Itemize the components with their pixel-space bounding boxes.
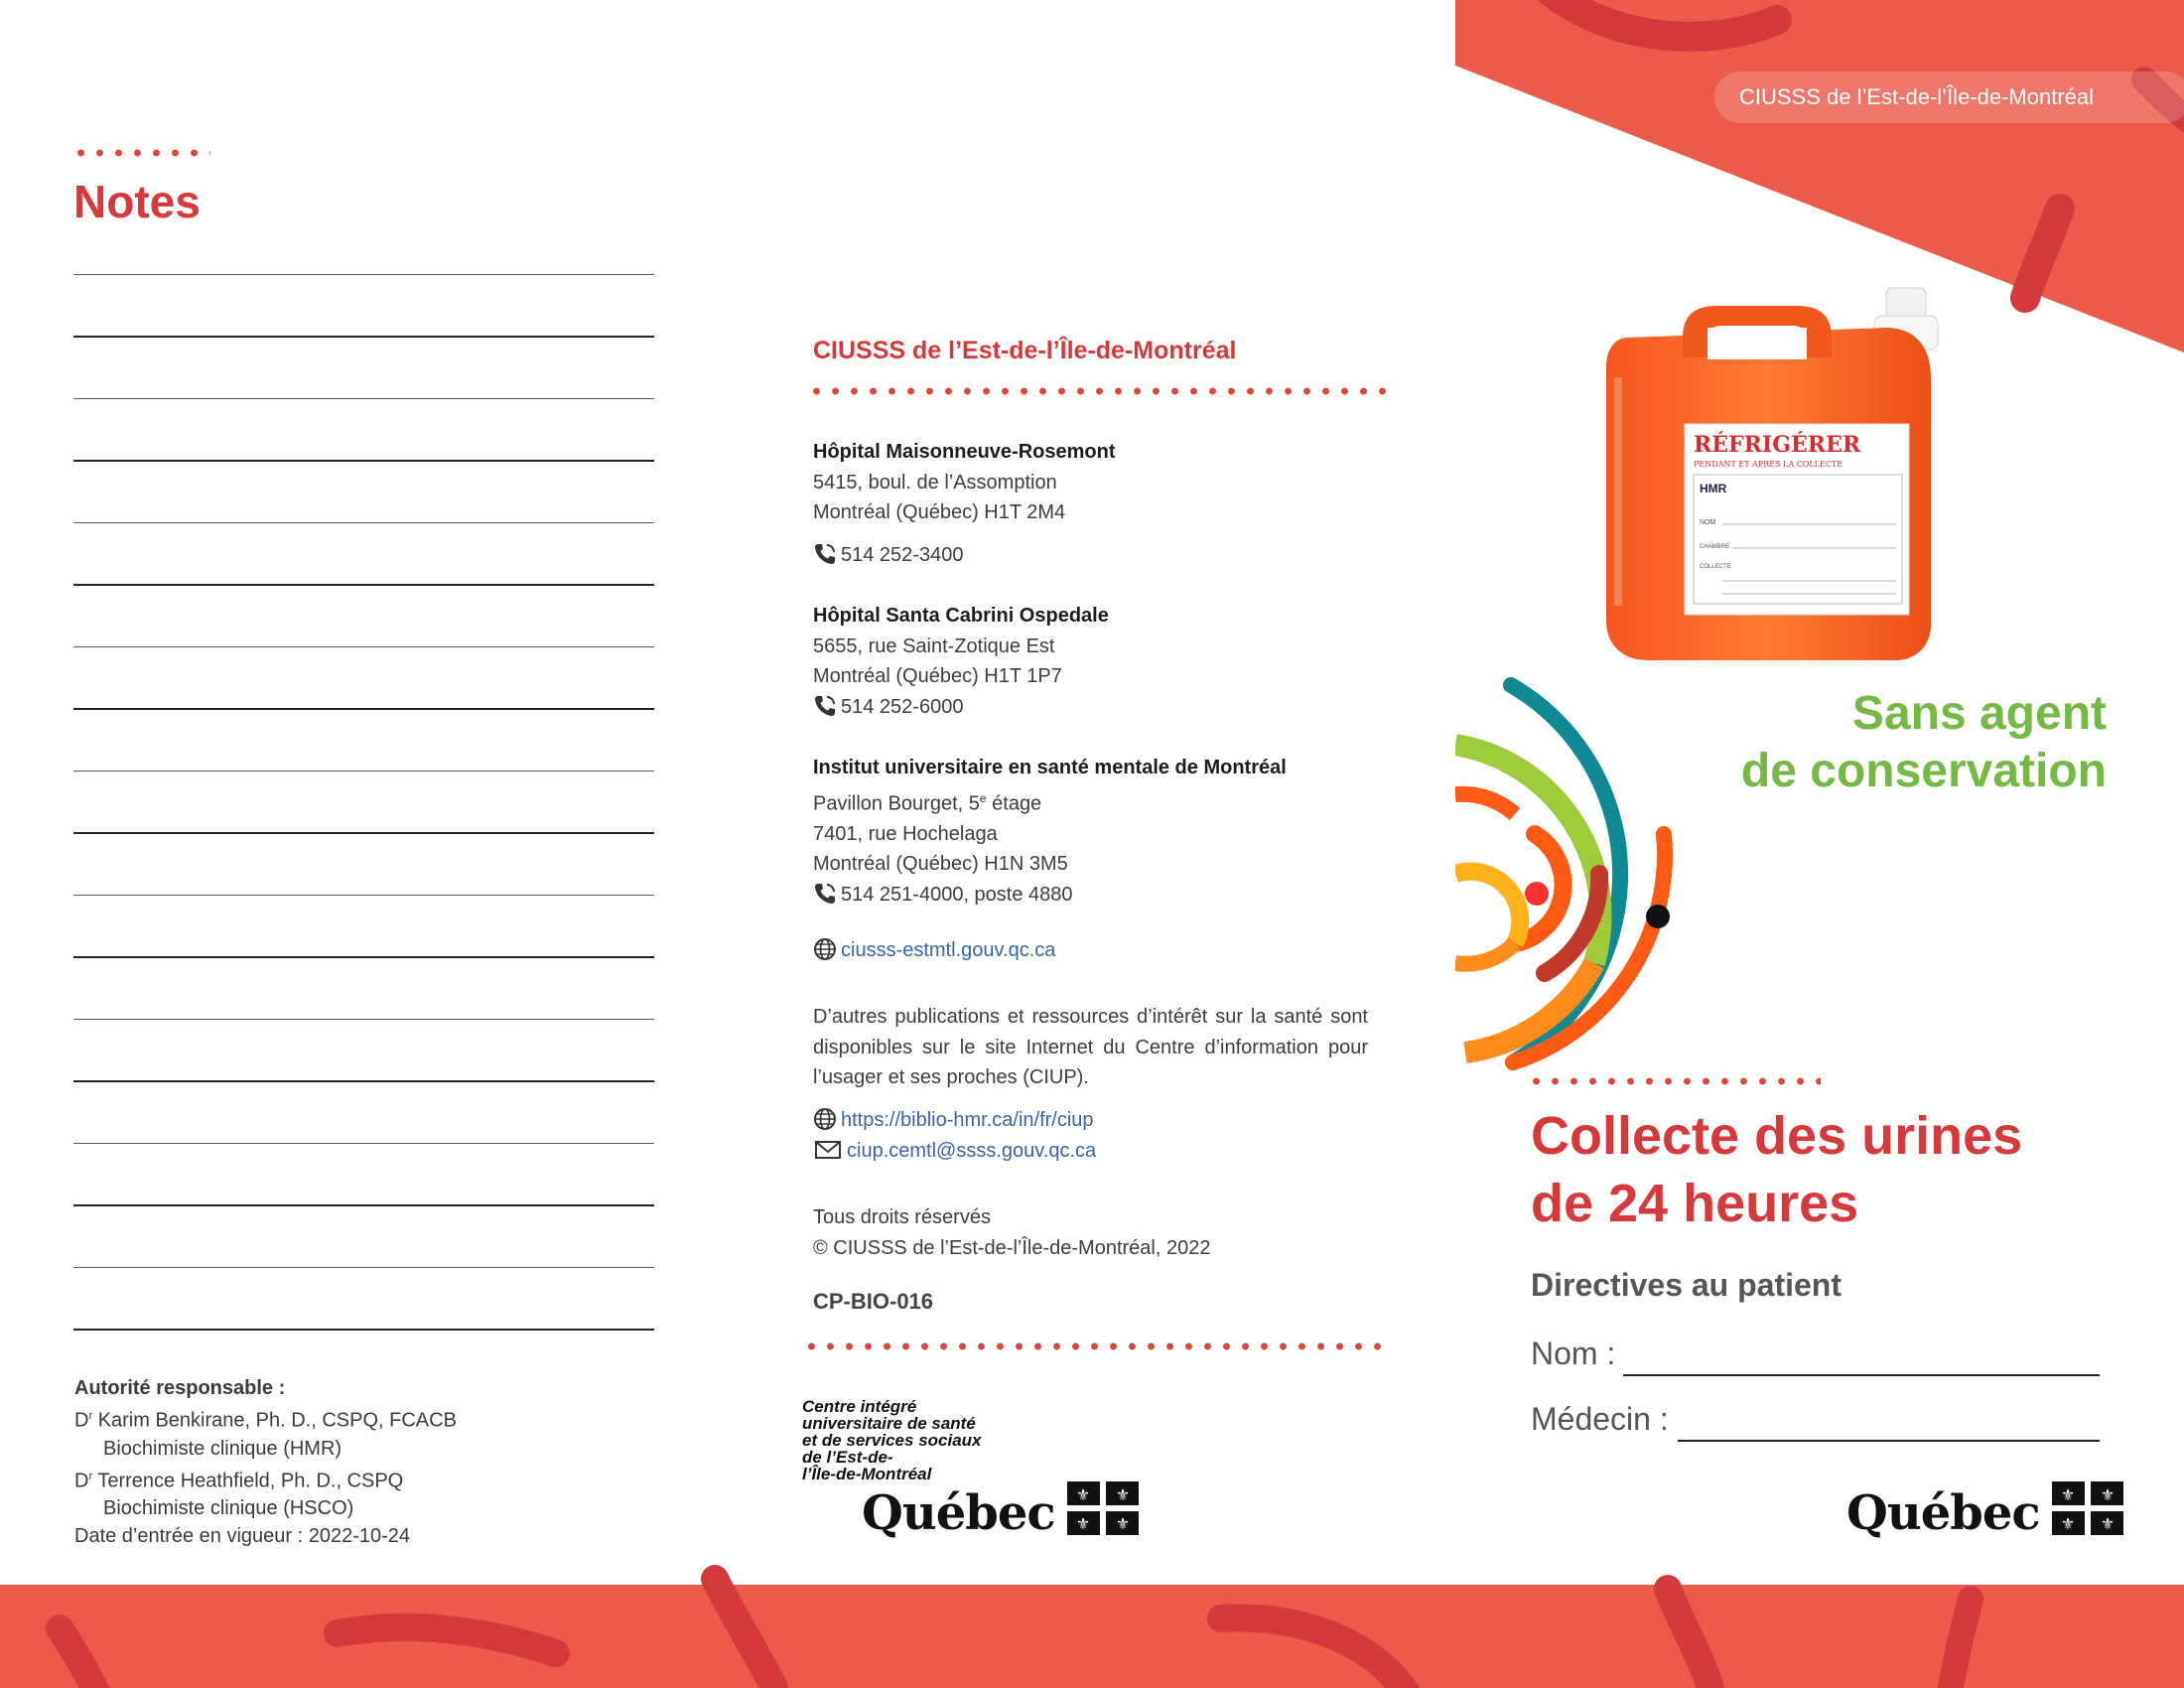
rights-block (813, 1202, 1210, 1263)
medecin-label: Médecin : (1531, 1401, 1669, 1437)
medecin-field[interactable] (1678, 1440, 2100, 1442)
note-line (73, 522, 654, 523)
ciup-paragraph: D’autres publications et ressources d’intérêt sur la santé sont disponibles sur le site Internet du Centre d’information pour l’usager et ses proches (CIUP). (813, 1006, 1368, 1088)
svg-text:⚜: ⚜ (1075, 1487, 1091, 1504)
org-pill: CIUSSS de l’Est-de-l’Île-de-Montréal (1714, 71, 2184, 123)
notes-dots (71, 149, 210, 157)
main-title (1531, 1102, 2022, 1237)
middle-dots-bottom (802, 1342, 1383, 1350)
note-line (73, 771, 654, 772)
phone-icon (813, 694, 837, 718)
logo-line: universitaire de santé (802, 1414, 976, 1433)
notes-title: Notes (73, 176, 201, 227)
note-line (73, 1204, 654, 1206)
ciup-url-row[interactable] (813, 1105, 1094, 1136)
logo-line: l’Île-de-Montréal (802, 1465, 932, 1483)
note-line (73, 1267, 654, 1268)
quebec-flag-icon (1067, 1481, 1139, 1535)
svg-text:⚜: ⚜ (2100, 1516, 2116, 1533)
authority-block (74, 1374, 457, 1550)
note-line (73, 646, 654, 647)
authority-person-1-name: Karim Benkirane, Ph. D., CSPQ, FCACB (97, 1409, 457, 1432)
main-title-line-1: Collecte des urines (1531, 1106, 2023, 1166)
hmr-address-1: 5415, boul. de l’Assomption (813, 471, 1057, 493)
authority-person-2-name: Terrence Heathfield, Ph. D., CSPQ (97, 1470, 404, 1492)
preservative-line-1: Sans agent (1851, 687, 2107, 740)
authority-person-1: $D^r$ Karim Benkirane, Ph. D., CSPQ, FCACB (74, 1409, 457, 1432)
phone-icon (813, 542, 837, 566)
svg-text:⚜: ⚜ (2060, 1487, 2076, 1504)
iusmm-address-1-rest: étage (986, 792, 1042, 815)
quebec-logo-middle (862, 1481, 1139, 1541)
hmr-name: Hôpital Maisonneuve-Rosemont (813, 441, 1116, 463)
mail-icon (813, 1138, 843, 1162)
phone-icon (813, 882, 837, 906)
cabrini-address-1: 5655, rue Saint-Zotique Est (813, 634, 1055, 657)
website-link[interactable]: ciusss-estmtl.gouv.qc.ca (841, 939, 1056, 961)
iusmm-phone: 514 251-4000, poste 4880 (841, 883, 1073, 906)
authority-person-2: $D^r$ Terrence Heathfield, Ph. D., CSPQ (74, 1470, 404, 1492)
label-collecte: COLLECTE (1700, 564, 1731, 570)
note-line (73, 274, 654, 275)
cabrini-phone: 514 252-6000 (841, 695, 964, 718)
document-code: CP-BIO-016 (813, 1289, 934, 1314)
authority-role-2: Biochimiste clinique (HSCO) (103, 1497, 354, 1520)
ciusss-logo (802, 1398, 982, 1482)
copyright-text: © CIUSSS de l’Est-de-l’Île-de-Montréal, 2022 (813, 1236, 1211, 1259)
label-subtitle: PENDANT ET APRÈS LA COLLECTE (1694, 460, 1843, 469)
svg-text:⚜: ⚜ (2060, 1516, 2076, 1533)
iusmm-address-2: 7401, rue Hochelaga (813, 822, 998, 845)
ciup-email-link[interactable]: ciup.cemtl@ssss.gouv.qc.ca (847, 1140, 1097, 1162)
hmr-block (813, 437, 1115, 570)
rights-text: Tous droits réservés (813, 1206, 991, 1228)
label-brand: HMR (1700, 482, 1727, 495)
iusmm-phone-row (813, 880, 1287, 911)
cabrini-address-2: Montréal (Québec) H1T 1P7 (813, 665, 1062, 687)
note-line (73, 584, 654, 586)
directives-subtitle: Directives au patient (1531, 1267, 1842, 1303)
dr-prefix: D (74, 1409, 89, 1432)
dr-prefix: D (74, 1470, 89, 1492)
quebec-wordmark: Québec (862, 1485, 1055, 1541)
effective-date: Date d’entrée en vigueur : 2022-10-24 (74, 1525, 411, 1548)
ciup-email-row[interactable] (813, 1136, 1096, 1167)
label-chambre: CHAMBRE (1700, 544, 1730, 550)
logo-line: et de services sociaux (802, 1431, 982, 1450)
svg-text:⚜: ⚜ (1075, 1516, 1091, 1533)
label-title: RÉFRIGÉRER (1694, 432, 1861, 458)
note-line (73, 1329, 654, 1331)
note-line (73, 708, 654, 710)
label-nom: NOM (1700, 519, 1716, 526)
note-line (73, 460, 654, 462)
iusmm-address-1 (813, 783, 1287, 819)
preservative-line-2: de conservation (1740, 745, 2107, 797)
note-line (73, 336, 654, 338)
svg-text:⚜: ⚜ (1115, 1487, 1131, 1504)
authority-role-1: Biochimiste clinique (HMR) (103, 1437, 342, 1460)
globe-icon (813, 1107, 837, 1131)
quebec-wordmark: Québec (1846, 1485, 2040, 1541)
globe-icon (813, 937, 837, 961)
cabrini-phone-row (813, 692, 1109, 723)
svg-text:⚜: ⚜ (1115, 1516, 1131, 1533)
note-line (73, 1080, 654, 1082)
note-line (73, 1143, 654, 1144)
note-line (73, 1019, 654, 1020)
iusmm-address-1-sup: e (979, 790, 987, 805)
hmr-phone: 514 252-3400 (841, 543, 964, 566)
nom-field[interactable] (1623, 1374, 2100, 1376)
collection-container-image (1588, 268, 2025, 665)
decorative-arcs (1455, 675, 1694, 1072)
hmr-address-2: Montréal (Québec) H1T 2M4 (813, 501, 1066, 523)
note-line (73, 832, 654, 834)
website-row[interactable] (813, 935, 1055, 966)
nom-label: Nom : (1531, 1336, 1616, 1371)
quebec-logo-right (1846, 1481, 2123, 1541)
iusmm-block (813, 753, 1287, 910)
middle-dots-top (807, 387, 1388, 395)
iusmm-address-1-main: Pavillon Bourget, 5 (813, 792, 980, 815)
svg-text:⚜: ⚜ (2100, 1487, 2116, 1504)
logo-line: de l’Est-de- (802, 1448, 893, 1467)
quebec-flag-icon (2052, 1481, 2123, 1535)
iusmm-name: Institut universitaire en santé mentale de Montréal (813, 757, 1287, 778)
cabrini-block (813, 601, 1109, 722)
note-line (73, 956, 654, 958)
ciup-url-link[interactable]: https://biblio-hmr.ca/in/fr/ciup (841, 1109, 1094, 1131)
middle-org-title: CIUSSS de l’Est-de-l’Île-de-Montréal (813, 337, 1237, 364)
cabrini-name: Hôpital Santa Cabrini Ospedale (813, 605, 1109, 627)
authority-title: Autorité responsable : (74, 1377, 286, 1399)
hmr-phone-row (813, 540, 1115, 571)
preservative-heading (1741, 685, 2107, 800)
iusmm-address-3: Montréal (Québec) H1N 3M5 (813, 853, 1068, 876)
note-line (73, 398, 654, 399)
main-title-line-2: de 24 heures (1531, 1174, 1859, 1233)
right-dots (1527, 1077, 1821, 1085)
logo-line: Centre intégré (802, 1397, 917, 1416)
note-line (73, 895, 654, 896)
